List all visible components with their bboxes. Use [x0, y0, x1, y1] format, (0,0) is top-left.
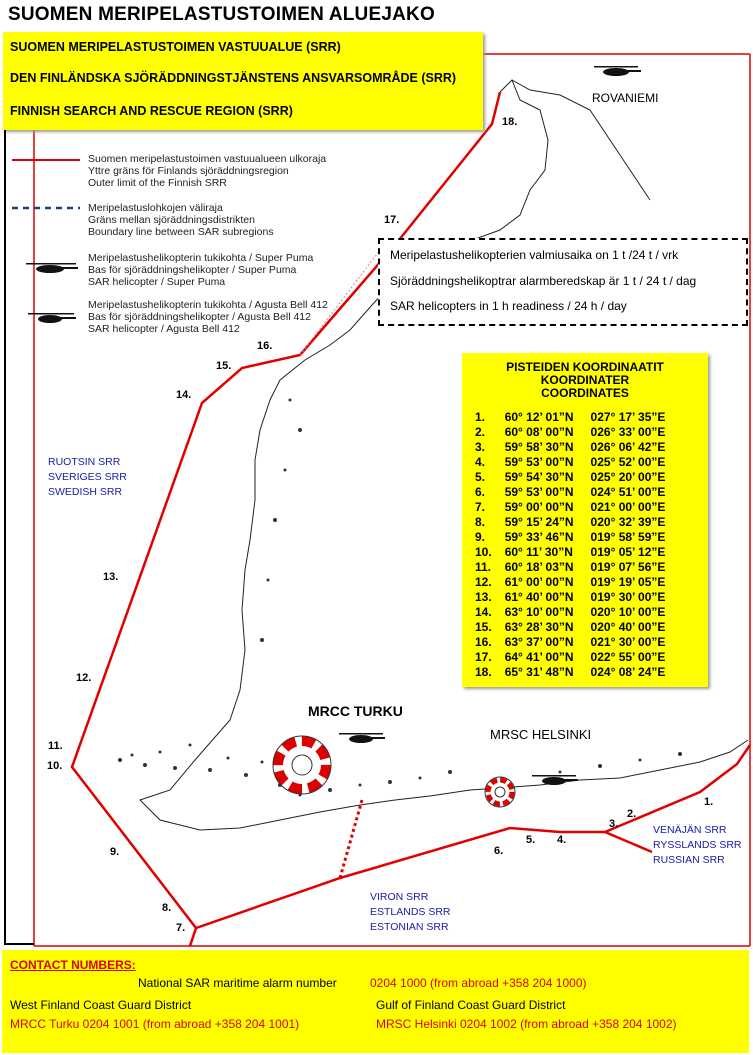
contact-box	[2, 950, 749, 1053]
national-number: 0204 1000 (from abroad +358 204 1000)	[370, 976, 587, 990]
coordinate-lat: 63° 37’ 00”N	[504, 635, 574, 649]
legend-text: Bas för sjöräddningshelikopter / Super Puma	[88, 264, 297, 276]
point-label: 3.	[609, 818, 619, 830]
place-mrsc-helsinki: MRSC HELSINKI	[490, 727, 592, 742]
coordinate-lon: 021° 30’ 00”E	[590, 635, 666, 649]
place-rovaniemi: ROVANIEMI	[592, 91, 659, 105]
point-label: 7.	[176, 922, 186, 934]
coordinate-lat: 60° 08’ 00”N	[504, 425, 574, 439]
legend-text: Boundary line between SAR subregions	[88, 226, 274, 238]
coordinate-n: 11.	[475, 560, 492, 574]
point-label: 2.	[627, 808, 637, 820]
coordinate-lat: 59° 15’ 24”N	[504, 515, 574, 529]
helicopter-icon	[532, 775, 578, 785]
coordinate-lon: 022° 55’ 00”E	[590, 650, 666, 664]
legend-text: Bas för sjöräddningshelikopter / Agusta Bell 412	[88, 311, 311, 323]
coordinate-lat: 59° 58’ 30”N	[504, 440, 574, 454]
coordinate-row	[472, 530, 668, 545]
helicopter-icon	[594, 66, 641, 76]
region-text: RYSSLANDS SRR	[653, 839, 742, 851]
coordinate-lat: 59° 53’ 00”N	[504, 485, 574, 499]
coordinate-lat: 60° 18’ 03”N	[504, 560, 574, 574]
coordinate-n: 7.	[475, 500, 486, 514]
region-text: SVERIGES SRR	[48, 471, 127, 483]
coordinate-row	[472, 545, 668, 560]
legend-subregion-boundary	[88, 202, 274, 238]
coordinate-row	[472, 470, 668, 485]
coordinate-lon: 019° 07’ 56”E	[590, 560, 666, 574]
point-label: 13.	[103, 571, 119, 583]
coordinate-n: 14.	[475, 605, 492, 619]
page-title: SUOMEN MERIPELASTUSTOIMEN ALUEJAKO	[8, 4, 435, 25]
coordinate-lon: 020° 10’ 00”E	[590, 605, 666, 619]
srr-title-fi: SUOMEN MERIPELASTUSTOIMEN VASTUUALUE (SRR)	[10, 40, 341, 54]
point-label: 17.	[384, 214, 400, 226]
coordinate-lon: 024° 08’ 24”E	[590, 665, 666, 679]
coordinate-lat: 59° 54’ 30”N	[504, 470, 574, 484]
coordinate-n: 4.	[475, 455, 486, 469]
coordinate-n: 10.	[475, 545, 492, 559]
coordinate-row	[472, 635, 668, 650]
region-text: ESTLANDS SRR	[370, 906, 451, 918]
coordinate-row	[472, 500, 668, 515]
coords-title-fi: PISTEIDEN KOORDINAATIT	[506, 360, 664, 374]
coordinate-lon: 019° 58’ 59”E	[590, 530, 666, 544]
region-text: ESTONIAN SRR	[370, 921, 449, 933]
point-label: 14.	[176, 389, 192, 401]
coordinate-lon: 019° 19’ 05”E	[590, 575, 666, 589]
coordinate-n: 13.	[475, 590, 492, 604]
readiness-en: SAR helicopters in 1 h readiness / 24 h / day	[390, 299, 627, 313]
coords-title-en: COORDINATES	[541, 386, 629, 400]
coordinate-row	[472, 665, 668, 680]
life-buoy-icon	[485, 777, 515, 807]
coordinate-lat: 59° 53’ 00”N	[504, 455, 574, 469]
coordinate-lat: 65° 31’ 48”N	[504, 665, 574, 679]
west-district-label: West Finland Coast Guard District	[10, 998, 192, 1012]
coords-title-sv: KOORDINATER	[540, 373, 630, 387]
srr-title-en: FINNISH SEARCH AND RESCUE REGION (SRR)	[10, 104, 293, 118]
coordinate-lon: 026° 06’ 42”E	[590, 440, 666, 454]
helicopter-icon	[28, 313, 76, 323]
legend-outer-limit	[88, 153, 326, 189]
gulf-district-label: Gulf of Finland Coast Guard District	[376, 998, 566, 1012]
legend-text: Outer limit of the Finnish SRR	[88, 177, 227, 189]
russian-border	[605, 832, 652, 852]
legend-text: Suomen meripelastustoimen vastuualueen ulkoraja	[88, 153, 327, 165]
coordinate-lon: 021° 00’ 00”E	[590, 500, 666, 514]
coordinate-row	[472, 605, 668, 620]
coordinate-n: 16.	[475, 635, 492, 649]
coordinate-lon: 019° 30’ 00”E	[590, 590, 666, 604]
coordinate-lat: 61° 40’ 00”N	[504, 590, 574, 604]
coordinate-lon: 024° 51’ 00”E	[590, 485, 666, 499]
subregion-boundary	[340, 800, 362, 878]
point-label: 5.	[526, 834, 536, 846]
coordinate-row	[472, 410, 668, 425]
coordinate-row	[472, 560, 668, 575]
point-label: 16.	[257, 340, 273, 352]
point-label: 4.	[557, 834, 567, 846]
life-buoy-icon	[273, 736, 331, 794]
point-label: 8.	[162, 902, 172, 914]
coordinate-lat: 59° 00’ 00”N	[504, 500, 574, 514]
coordinate-lat: 60° 12’ 01”N	[504, 410, 574, 424]
coordinate-lon: 025° 20’ 00”E	[590, 470, 666, 484]
coordinate-lon: 019° 05’ 12”E	[590, 545, 666, 559]
coordinate-lon: 026° 33’ 00”E	[590, 425, 666, 439]
coordinate-lon: 027° 17’ 35”E	[590, 410, 666, 424]
map-frame-left	[4, 130, 34, 945]
region-text: VIRON SRR	[370, 891, 429, 903]
coordinate-n: 5.	[475, 470, 486, 484]
coordinate-row	[472, 485, 668, 500]
readiness-sv: Sjöräddningshelikoptrar alarmberedskap är 1 t / 24 t / dag	[390, 274, 697, 288]
coordinate-n: 2.	[475, 425, 486, 439]
coordinate-row	[472, 620, 668, 635]
point-label: 9.	[110, 846, 120, 858]
coordinate-lat: 60° 11’ 30”N	[504, 545, 573, 559]
region-text: RUSSIAN SRR	[653, 854, 725, 866]
point-label: 10.	[47, 760, 63, 772]
helicopter-icon	[339, 733, 385, 743]
gulf-district-number: MRSC Helsinki 0204 1002 (from abroad +358 204 1002)	[376, 1017, 677, 1031]
coordinate-row	[472, 515, 668, 530]
coordinate-n: 6.	[475, 485, 486, 499]
coordinate-n: 17.	[475, 650, 492, 664]
coordinates-table	[472, 410, 668, 680]
coordinate-lat: 61° 00’ 00”N	[504, 575, 574, 589]
coordinate-n: 8.	[475, 515, 486, 529]
coordinate-row	[472, 425, 668, 440]
coordinate-row	[472, 440, 668, 455]
west-district-number: MRCC Turku 0204 1001 (from abroad +358 204 1001)	[10, 1017, 300, 1031]
region-text: VENÄJÄN SRR	[653, 824, 727, 836]
legend-text: Yttre gräns för Finlands sjöräddningsregion	[88, 165, 289, 177]
national-label: National SAR maritime alarm number	[138, 976, 337, 990]
coordinate-n: 18.	[475, 665, 492, 679]
swedish-srr-label	[48, 455, 127, 500]
point-label: 12.	[76, 672, 92, 684]
point-label: 18.	[502, 116, 518, 128]
coordinate-lon: 020° 32’ 39”E	[590, 515, 666, 529]
legend-text: SAR helicopter / Super Puma	[88, 276, 226, 288]
coordinate-row	[472, 590, 668, 605]
coordinate-lat: 59° 33’ 46”N	[504, 530, 574, 544]
estonian-srr-label	[370, 890, 451, 935]
region-text: RUOTSIN SRR	[48, 456, 121, 468]
srr-title-box	[3, 32, 483, 130]
coordinate-n: 1.	[475, 410, 486, 424]
point-label: 11.	[48, 740, 63, 752]
legend-text: SAR helicopter / Agusta Bell 412	[88, 323, 240, 335]
coordinate-lon: 025° 52’ 00”E	[590, 455, 666, 469]
coordinate-lat: 64° 41’ 00”N	[504, 650, 574, 664]
coordinate-lat: 63° 10’ 00”N	[504, 605, 574, 619]
region-text: SWEDISH SRR	[48, 486, 123, 498]
coordinates-title	[462, 361, 708, 400]
legend-text: Gräns mellan sjöräddningsdistrikten	[88, 214, 255, 226]
coordinate-row	[472, 455, 668, 470]
coordinate-n: 3.	[475, 440, 486, 454]
legend-agusta	[88, 299, 328, 335]
legend-text: Meripelastushelikopterin tukikohta / Agusta Bell 412	[88, 299, 328, 311]
coordinate-lon: 020° 40’ 00”E	[590, 620, 666, 634]
coordinate-n: 12.	[475, 575, 492, 589]
coordinate-lat: 63° 28’ 30”N	[504, 620, 574, 634]
coordinate-row	[472, 650, 668, 665]
coordinates-box	[462, 353, 708, 687]
point-label: 1.	[704, 796, 714, 808]
readiness-fi: Meripelastushelikopterien valmiusaika on 1 t /24 t / vrk	[390, 248, 679, 262]
coordinate-n: 9.	[475, 530, 486, 544]
coordinate-n: 15.	[475, 620, 492, 634]
coordinate-row	[472, 575, 668, 590]
srr-title-sv: DEN FINLÄNDSKA SJÖRÄDDNINGSTJÄNSTENS ANSVARSOMRÅDE (SRR)	[10, 71, 457, 85]
place-mrcc-turku: MRCC TURKU	[308, 703, 403, 719]
russian-srr-label	[653, 823, 742, 868]
point-label: 15.	[216, 360, 232, 372]
legend-super-puma	[88, 252, 313, 288]
legend-text: Meripelastushelikopterin tukikohta / Super Puma	[88, 252, 314, 264]
point-label: 6.	[494, 845, 504, 857]
readiness-box	[378, 238, 748, 326]
legend-text: Meripelastuslohkojen väliraja	[88, 202, 223, 214]
srr-boundary-exit	[190, 928, 196, 946]
contact-heading: CONTACT NUMBERS:	[10, 958, 136, 972]
